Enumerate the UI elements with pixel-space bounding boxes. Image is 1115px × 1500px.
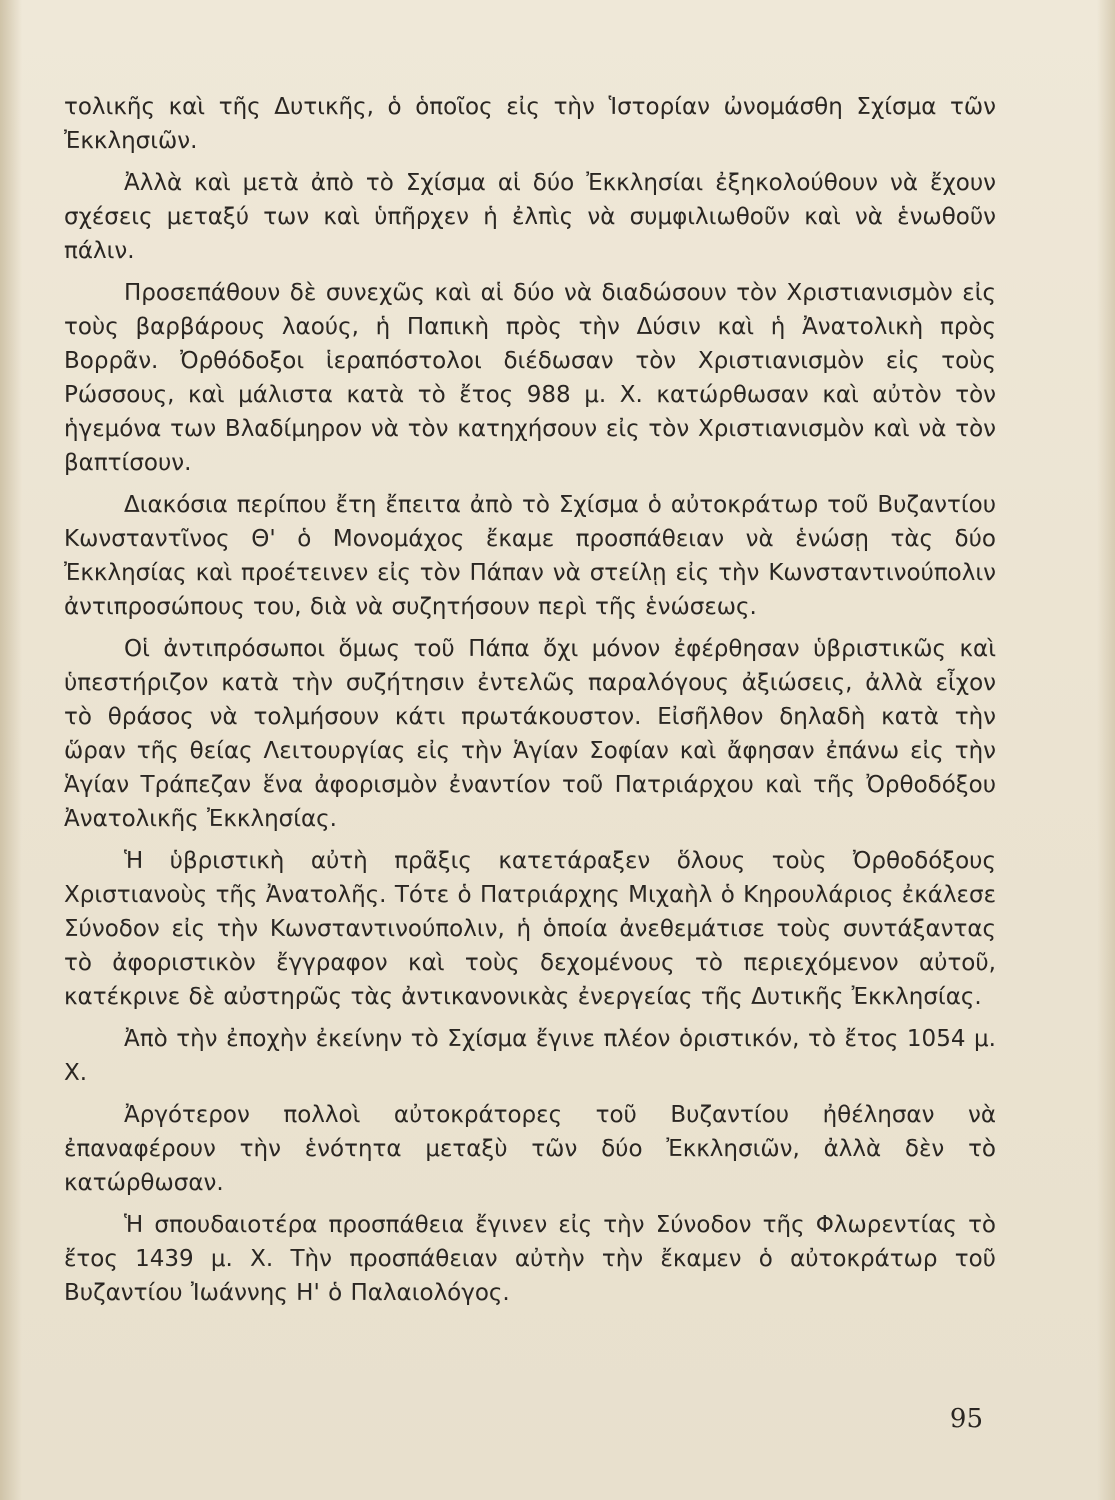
paragraph: Προσεπάθουν δὲ συνεχῶς καὶ αἱ δύο νὰ διαδώσουν τὸν Χριστιανισμὸν εἰς τοὺς βαρβάρους λαούς, ἡ Παπικὴ πρὸς τὴν Δύσιν καὶ ἡ Ἀνατολικὴ πρὸς Βορρᾶν. Ὀρθόδοξοι ἱεραπόστολοι διέδωσαν τὸν Χριστιανισμὸν εἰς τοὺς Ρώσσους, καὶ μάλιστα κατὰ τὸ ἔτος 988 μ. Χ. κατώρθωσαν καὶ αὐτὸν τὸν ἡγεμόνα των Βλαδίμηρον νὰ τὸν κατηχήσουν εἰς τὸν Χριστιανισμὸν καὶ νὰ τὸν βαπτίσουν. [64, 280, 996, 476]
paragraph: Διακόσια περίπου ἔτη ἔπειτα ἀπὸ τὸ Σχίσμα ὁ αὐτοκράτωρ τοῦ Βυζαντίου Κωνσταντῖνος Θ' ὁ Μονομάχος ἔκαμε προσπάθειαν νὰ ἑνώσῃ τὰς δύο Ἐκκλησίας καὶ προέτεινεν εἰς τὸν Πάπαν νὰ στείλῃ εἰς τὴν Κωνσταντινούπολιν ἀντιπροσώπους του, διὰ νὰ συζητήσουν περὶ τῆς ἑνώσεως. [64, 492, 996, 620]
paragraph: Οἱ ἀντιπρόσωποι ὅμως τοῦ Πάπα ὄχι μόνον ἐφέρθησαν ὑβριστικῶς καὶ ὑπεστήριζον κατὰ τὴν συζήτησιν ἐντελῶς παραλόγους ἀξιώσεις, ἀλλὰ εἶχον τὸ θράσος νὰ τολμήσουν κάτι πρωτάκουστον. Εἰσῆλθον δηλαδὴ κατὰ τὴν ὥραν τῆς θείας Λειτουργίας εἰς τὴν Ἁγίαν Σοφίαν καὶ ἄφησαν ἐπάνω εἰς τὴν Ἁγίαν Τράπεζαν ἕνα ἀφορισμὸν ἐναντίον τοῦ Πατριάρχου καὶ τῆς Ὀρθοδόξου Ἀνατολικῆς Ἐκκλησίας. [64, 636, 996, 832]
body-text [64, 90, 996, 1310]
paragraph: Ἀλλὰ καὶ μετὰ ἀπὸ τὸ Σχίσμα αἱ δύο Ἐκκλησίαι ἐξηκολούθουν νὰ ἔχουν σχέσεις μεταξύ των καὶ ὑπῆρχεν ἡ ἐλπὶς νὰ συμφιλιωθοῦν καὶ νὰ ἑνωθοῦν πάλιν. [64, 170, 996, 264]
paragraph: Ἀργότερον πολλοὶ αὐτοκράτορες τοῦ Βυζαντίου ἠθέλησαν νὰ ἐπαναφέρουν τὴν ἑνότητα μεταξὺ τῶν δύο Ἐκκλησιῶν, ἀλλὰ δὲν τὸ κατώρθωσαν. [64, 1102, 996, 1196]
paragraph: Ἡ ὑβριστικὴ αὐτὴ πρᾶξις κατετάραξεν ὅλους τοὺς Ὀρθοδόξους Χριστιανοὺς τῆς Ἀνατολῆς. Τότε ὁ Πατριάρχης Μιχαὴλ ὁ Κηρουλάριος ἐκάλεσε Σύνοδον εἰς τὴν Κωνσταντινούπολιν, ἡ ὁποία ἀνεθεμάτισε τοὺς συντάξαντας τὸ ἀφοριστικὸν ἔγγραφον καὶ τοὺς δεχομένους τὸ περιεχόμενον αὐτοῦ, κατέκρινε δὲ αὐστηρῶς τὰς ἀντικανονικὰς ἐνεργείας τῆς Δυτικῆς Ἐκκλησίας. [64, 848, 996, 1010]
page-number: 95 [949, 1404, 983, 1434]
paragraph-continuation: τολικῆς καὶ τῆς Δυτικῆς, ὁ ὁποῖος εἰς τὴν Ἱστορίαν ὠνομάσθη Σχίσμα τῶν Ἐκκλησιῶν. [64, 94, 996, 154]
paragraph: Ἡ σπουδαιοτέρα προσπάθεια ἔγινεν εἰς τὴν Σύνοδον τῆς Φλωρεντίας τὸ ἔτος 1439 μ. Χ. Τὴν προσπάθειαν αὐτὴν τὴν ἔκαμεν ὁ αὐτοκράτωρ τοῦ Βυζαντίου Ἰωάννης Η' ὁ Παλαιολόγος. [64, 1212, 996, 1306]
paragraph: Ἀπὸ τὴν ἐποχὴν ἐκείνην τὸ Σχίσμα ἔγινε πλέον ὁριστικόν, τὸ ἔτος 1054 μ. Χ. [64, 1026, 996, 1086]
